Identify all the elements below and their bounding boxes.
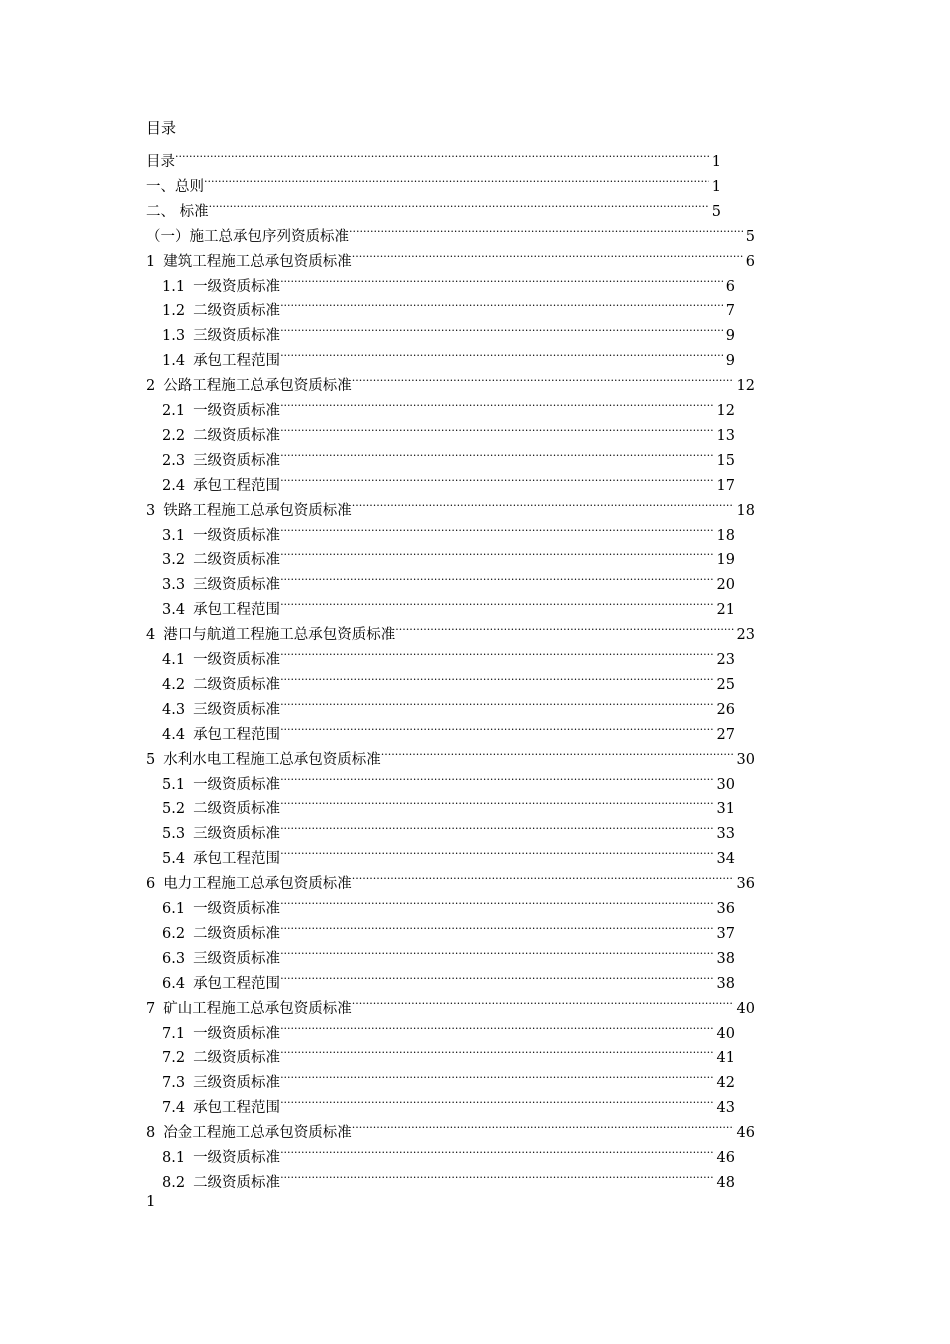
toc-entry-page: 23 — [716, 652, 735, 668]
toc-entry[interactable] — [146, 216, 755, 245]
toc-entry-title: 港口与航道工程施工总承包资质标准 — [163, 627, 396, 644]
toc-entry-3-2[interactable] — [162, 539, 735, 569]
toc-entry-title: 二级资质标准 — [193, 1174, 281, 1191]
toc-entry-7-3[interactable] — [162, 1062, 735, 1092]
toc-entry-number: 3 — [146, 502, 156, 519]
toc-entry-number: 4.2 — [162, 676, 186, 693]
toc-entry-4-4[interactable] — [162, 714, 735, 743]
toc-entry-page: 34 — [716, 851, 735, 868]
toc-entry-title: 矿山工程施工总承包资质标准 — [163, 1000, 352, 1017]
toc-leader-dots — [280, 415, 713, 440]
toc-entry-page: 18 — [736, 502, 755, 519]
toc-entry-title: 目录 — [146, 154, 175, 170]
toc-leader-dots — [280, 515, 713, 540]
toc-entry-number: 2.4 — [162, 477, 186, 494]
toc-entry-title: 一级资质标准 — [193, 527, 281, 544]
toc-entry-page: 7 — [725, 303, 735, 320]
toc-entry-number: 8 — [146, 1125, 156, 1142]
toc-entry-4-3[interactable] — [162, 689, 735, 718]
toc-leader-dots — [395, 614, 733, 639]
toc-entry-page: 46 — [736, 1125, 755, 1142]
toc-entry-number: 2 — [146, 378, 156, 395]
toc-entry-title: 铁路工程施工总承包资质标准 — [163, 502, 352, 519]
toc-leader-dots — [280, 689, 713, 714]
page-number: 1 — [146, 1192, 156, 1210]
toc-entry-title: 三级资质标准 — [193, 826, 281, 843]
toc-entry-page: 5 — [745, 228, 755, 245]
toc-entry-title: 承包工程范围 — [193, 726, 281, 743]
toc-leader-dots — [352, 365, 734, 390]
toc-entry-page: 9 — [725, 353, 735, 370]
toc-entry-number: 2.1 — [162, 403, 186, 419]
toc-entry-page: 38 — [716, 975, 735, 992]
toc-entry-title: 建筑工程施工总承包资质标准 — [163, 253, 352, 270]
toc-entry-number: 6.3 — [162, 950, 186, 967]
toc-entry-title: 一级资质标准 — [193, 1025, 281, 1042]
toc-entry-page: 40 — [716, 1025, 735, 1042]
toc-entry-page: 27 — [716, 726, 735, 743]
toc-leader-dots — [280, 465, 713, 490]
toc-leader-dots — [280, 564, 713, 589]
toc-heading: 目录 — [146, 119, 177, 137]
toc-entry-number: 7 — [146, 1000, 156, 1017]
toc-entry-number: 1.3 — [162, 328, 186, 345]
toc-leader-dots — [280, 913, 713, 938]
toc-entry-1-2[interactable] — [162, 290, 735, 320]
toc-entry-7-2[interactable] — [162, 1037, 735, 1067]
toc-entry-number: 6.1 — [162, 901, 186, 917]
toc-entry-6-3[interactable] — [162, 938, 735, 967]
toc-entry-page: 6 — [745, 253, 755, 270]
toc-entry-title: 一级资质标准 — [193, 1150, 281, 1166]
toc-leader-dots — [280, 1087, 713, 1112]
toc-entry-number: 5.3 — [162, 826, 186, 843]
toc-leader-dots — [280, 664, 713, 689]
toc-leader-dots — [280, 1062, 713, 1087]
toc-entry-title: 二级资质标准 — [193, 552, 281, 569]
toc-entry-number: 4.4 — [162, 726, 186, 743]
toc-entry-title: 一级资质标准 — [193, 278, 281, 295]
toc-leader-dots — [280, 1137, 713, 1162]
toc-entry-page: 48 — [716, 1174, 735, 1191]
toc-leader-dots — [352, 863, 734, 888]
toc-entry-number: 3.1 — [162, 527, 186, 544]
toc-entry-5-1[interactable] — [162, 764, 735, 793]
toc-entry-page: 46 — [716, 1150, 735, 1166]
toc-entry-2[interactable] — [146, 365, 755, 395]
toc-entry-number: 2.3 — [162, 452, 186, 469]
toc-entry-number: 6.2 — [162, 925, 186, 942]
toc-entry-title: 二级资质标准 — [193, 801, 281, 818]
toc-entry-6-1[interactable] — [162, 888, 735, 917]
toc-entry-2-3[interactable] — [162, 440, 735, 469]
toc-entry-page: 18 — [716, 527, 735, 544]
toc-leader-dots — [352, 1112, 734, 1137]
toc-entry-8[interactable] — [146, 1112, 755, 1142]
toc-leader-dots — [352, 241, 743, 266]
toc-entry-number: 3.4 — [162, 602, 186, 619]
toc-entry-page: 38 — [716, 950, 735, 967]
toc-leader-dots — [280, 714, 713, 739]
toc-entry-2-2[interactable] — [162, 415, 735, 444]
toc-leader-dots — [352, 988, 734, 1013]
toc-entry-5-3[interactable] — [162, 813, 735, 843]
toc-entry-number: 4.3 — [162, 701, 186, 718]
toc-entry-title: 二级资质标准 — [193, 303, 281, 320]
toc-entry-number: 3.3 — [162, 577, 186, 594]
toc-entry-title: 二、 标准 — [146, 203, 209, 220]
toc-entry-page: 36 — [736, 876, 755, 893]
toc-entry-6-4[interactable] — [162, 963, 735, 992]
toc-entry-title: 一、总则 — [146, 178, 204, 195]
toc-leader-dots — [280, 390, 713, 415]
toc-entry-1-1[interactable] — [162, 266, 735, 295]
toc-leader-dots — [280, 290, 723, 315]
toc-entry-4[interactable] — [146, 614, 755, 644]
toc-leader-dots — [381, 739, 734, 764]
toc-leader-dots — [280, 266, 723, 291]
toc-entry-4-2[interactable] — [162, 664, 735, 693]
toc-entry-number: 4.1 — [162, 652, 186, 668]
toc-entry-number: 1.4 — [162, 353, 186, 370]
toc-entry[interactable] — [146, 191, 721, 220]
toc-entry-page: 17 — [716, 477, 735, 494]
toc-leader-dots — [280, 764, 713, 789]
toc-entry-title: 一级资质标准 — [193, 901, 281, 917]
toc-entry-3-1[interactable] — [162, 515, 735, 544]
toc-entry-title: 三级资质标准 — [193, 328, 281, 345]
toc-entry-title: 承包工程范围 — [193, 975, 281, 992]
toc-entry-number: 7.2 — [162, 1050, 186, 1067]
toc-entry-number: 8.2 — [162, 1174, 186, 1191]
toc-entry-8-1[interactable] — [162, 1137, 735, 1166]
toc-leader-dots — [280, 788, 713, 813]
toc-entry-title: 一级资质标准 — [193, 776, 281, 793]
toc-leader-dots — [280, 440, 713, 465]
toc-leader-dots — [280, 589, 713, 614]
toc-entry-7[interactable] — [146, 988, 755, 1017]
toc-entry-title: 二级资质标准 — [193, 427, 281, 444]
toc-entry-title: 三级资质标准 — [193, 950, 281, 967]
toc-entry-page: 42 — [716, 1075, 735, 1092]
toc-entry-number: 6.4 — [162, 975, 186, 992]
toc-entry-page: 12 — [736, 378, 755, 395]
toc-entry-title: 公路工程施工总承包资质标准 — [163, 378, 352, 395]
toc-entry[interactable] — [146, 166, 721, 195]
toc-entry-page: 43 — [716, 1100, 735, 1117]
toc-leader-dots — [280, 963, 713, 988]
toc-leader-dots — [280, 1162, 713, 1187]
toc-entry-page: 12 — [716, 403, 735, 419]
toc-entry-number: 5.2 — [162, 801, 186, 818]
toc-entry-5[interactable] — [146, 739, 755, 768]
toc-entry-title: 三级资质标准 — [193, 1075, 281, 1092]
toc-entry-title: 冶金工程施工总承包资质标准 — [163, 1125, 352, 1142]
toc-entry-page: 9 — [725, 328, 735, 345]
toc-leader-dots — [280, 539, 713, 564]
toc-entry-page: 6 — [725, 278, 735, 295]
toc-entry-page: 40 — [736, 1000, 755, 1017]
toc-entry-page: 33 — [716, 826, 735, 843]
toc-entry-number: 5.4 — [162, 851, 186, 868]
toc-entry-number: 3.2 — [162, 552, 186, 569]
toc-entry-number: 2.2 — [162, 427, 186, 444]
toc-leader-dots — [280, 938, 713, 963]
toc-entry-title: 一级资质标准 — [193, 652, 281, 668]
toc-leader-dots — [280, 340, 723, 365]
toc-leader-dots — [280, 1013, 713, 1038]
toc-entry-page: 41 — [716, 1050, 735, 1067]
toc-entry-6-2[interactable] — [162, 913, 735, 942]
toc-entry-number: 1.2 — [162, 303, 186, 320]
toc-entry-5-4[interactable] — [162, 838, 735, 868]
toc-entry-4-1[interactable] — [162, 639, 735, 668]
toc-entry-page: 19 — [716, 552, 735, 569]
toc-leader-dots — [280, 315, 723, 340]
toc-entry-8-2[interactable] — [162, 1162, 735, 1191]
toc-entry-title: 承包工程范围 — [193, 353, 281, 370]
toc-leader-dots — [204, 166, 709, 191]
toc-entry-page: 37 — [716, 925, 735, 942]
toc-entry-title: 三级资质标准 — [193, 577, 281, 594]
toc-leader-dots — [352, 490, 734, 515]
toc-entry-7-4[interactable] — [162, 1087, 735, 1117]
toc-entry-page: 26 — [716, 701, 735, 718]
toc-entry-page: 21 — [716, 602, 735, 619]
toc-leader-dots — [280, 639, 713, 664]
toc-entry-number: 7.3 — [162, 1075, 186, 1092]
toc-leader-dots — [280, 888, 713, 913]
toc-entry-number: 7.4 — [162, 1100, 186, 1117]
toc-entry-2-4[interactable] — [162, 465, 735, 494]
toc-entry-1-4[interactable] — [162, 340, 735, 370]
toc-leader-dots — [280, 1037, 713, 1062]
toc-leader-dots — [280, 813, 713, 838]
toc-entry-page: 5 — [711, 203, 721, 220]
toc-entry-page: 20 — [716, 577, 735, 594]
toc-entry-title: 一级资质标准 — [193, 403, 281, 419]
toc-entry-title: 承包工程范围 — [193, 602, 281, 619]
toc-entry-number: 7.1 — [162, 1025, 186, 1042]
toc-entry-page: 36 — [716, 901, 735, 917]
toc-entry-number: 4 — [146, 627, 156, 644]
toc-entry-page: 23 — [736, 627, 755, 644]
toc-entry-number: 5 — [146, 751, 156, 768]
toc-entry-1-3[interactable] — [162, 315, 735, 345]
toc-entry-page: 30 — [716, 776, 735, 793]
toc-entry-number: 8.1 — [162, 1150, 186, 1166]
toc-entry-page: 1 — [711, 154, 721, 170]
toc-entry-title: 二级资质标准 — [193, 1050, 281, 1067]
toc-entry-page: 25 — [716, 676, 735, 693]
toc-entry-title: 三级资质标准 — [193, 452, 281, 469]
toc-entry-3[interactable] — [146, 490, 755, 519]
toc-entry-page: 1 — [711, 178, 721, 195]
toc-entry-title: 二级资质标准 — [193, 925, 281, 942]
toc-leader-dots — [209, 191, 709, 216]
toc-entry-2-1[interactable] — [162, 390, 735, 419]
toc-entry-3-4[interactable] — [162, 589, 735, 619]
toc-entry-3-3[interactable] — [162, 564, 735, 594]
toc-entry-number: 1 — [146, 253, 156, 270]
toc-entry-title: 承包工程范围 — [193, 1100, 281, 1117]
toc-entry-6[interactable] — [146, 863, 755, 893]
toc-entry-page: 30 — [736, 751, 755, 768]
toc-entry-title: 三级资质标准 — [193, 701, 281, 718]
toc-entry-7-1[interactable] — [162, 1013, 735, 1042]
toc-entry[interactable] — [146, 141, 721, 170]
toc-entry-number: 6 — [146, 876, 156, 893]
toc-entry-1[interactable] — [146, 241, 755, 270]
toc-entry-page: 31 — [716, 801, 735, 818]
toc-entry-number: 5.1 — [162, 776, 186, 793]
toc-leader-dots — [175, 141, 709, 166]
toc-entry-5-2[interactable] — [162, 788, 735, 818]
toc-entry-page: 15 — [716, 452, 735, 469]
toc-entry-title: 承包工程范围 — [193, 477, 281, 494]
toc-entry-title: 水利水电工程施工总承包资质标准 — [163, 751, 381, 768]
toc-entry-page: 13 — [716, 427, 735, 444]
toc-entry-title: 二级资质标准 — [193, 676, 281, 693]
toc-leader-dots — [280, 838, 713, 863]
toc-entry-title: （一）施工总承包序列资质标准 — [146, 228, 349, 245]
toc-entry-number: 1.1 — [162, 278, 186, 295]
toc-entry-title: 电力工程施工总承包资质标准 — [163, 876, 352, 893]
toc-leader-dots — [349, 216, 743, 241]
toc-entry-title: 承包工程范围 — [193, 851, 281, 868]
